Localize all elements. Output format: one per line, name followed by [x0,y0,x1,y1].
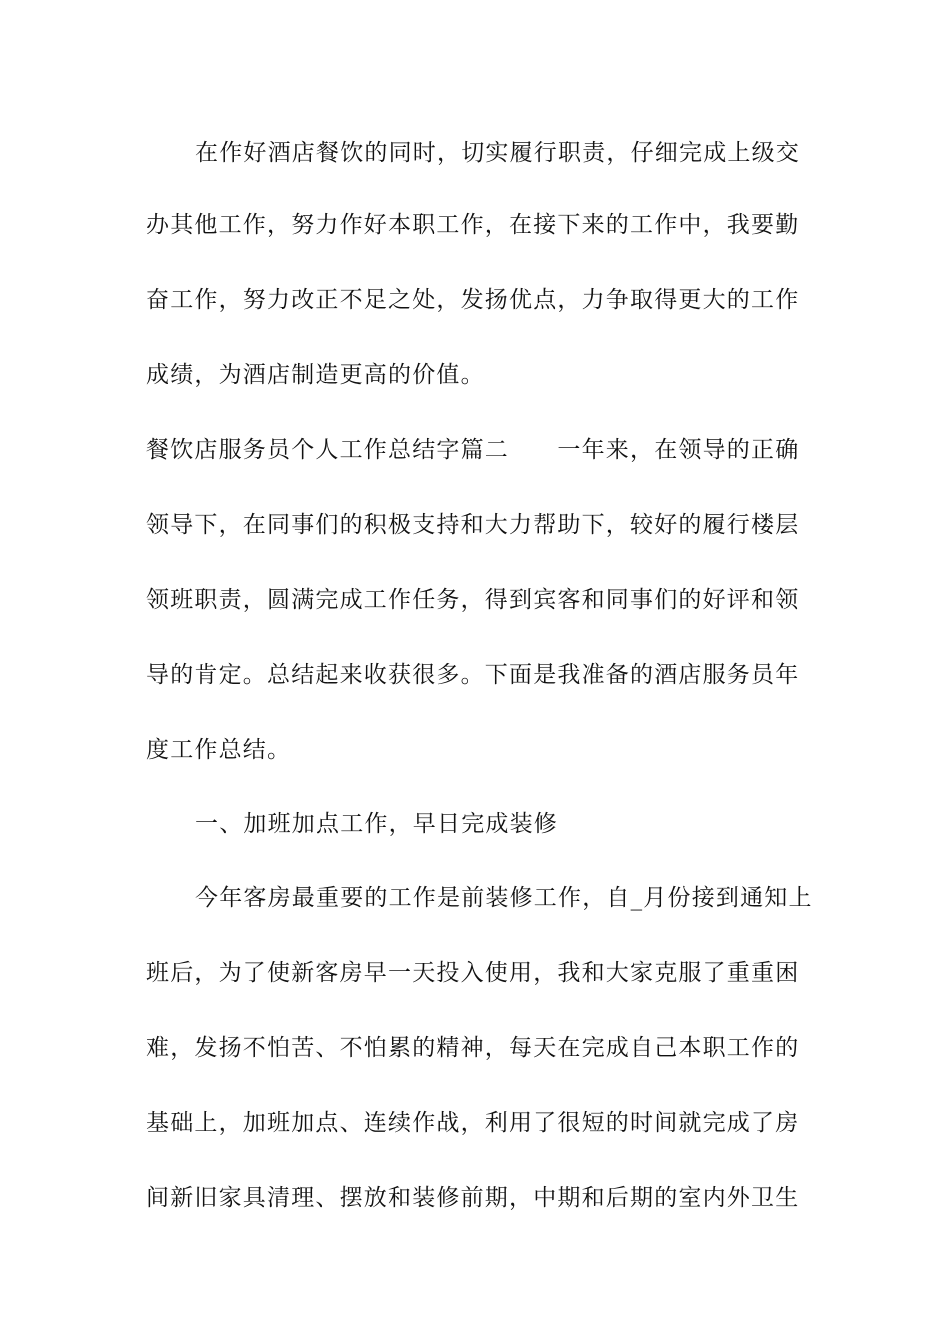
paragraph-line: 成绩，为酒店制造更高的价值。 [146,362,485,388]
paragraph-line: 导的肯定。总结起来收获很多。下面是我准备的酒店服务员年 [146,662,800,688]
paragraph-line: 间新旧家具清理、摆放和装修前期，中期和后期的室内外卫生 [146,1185,800,1211]
paragraph-line: 基础上，加班加点、连续作战，利用了很短的时间就完成了房 [146,1110,800,1136]
paragraph-line: 在作好酒店餐饮的同时，切实履行职责，仔细完成上级交 [195,140,800,166]
paragraph-line: 奋工作，努力改正不足之处，发扬优点，力争取得更大的工作 [146,287,800,313]
paragraph-line: 办其他工作，努力作好本职工作，在接下来的工作中，我要勤 [146,212,800,238]
section-heading-line: 餐饮店服务员个人工作总结字篇二 一年来，在领导的正确 [146,437,800,463]
subheading-line: 一、加班加点工作，早日完成装修 [195,811,558,837]
paragraph-line: 今年客房最重要的工作是前装修工作，自_月份接到通知上 [195,885,813,911]
paragraph-line: 班后，为了使新客房早一天投入使用，我和大家克服了重重困 [146,960,800,986]
paragraph-line: 度工作总结。 [146,737,292,763]
paragraph-line: 领导下，在同事们的积极支持和大力帮助下，较好的履行楼层 [146,512,800,538]
paragraph-line: 难，发扬不怕苦、不怕累的精神，每天在完成自己本职工作的 [146,1035,800,1061]
paragraph-line: 领班职责，圆满完成工作任务，得到宾客和同事们的好评和领 [146,587,800,613]
